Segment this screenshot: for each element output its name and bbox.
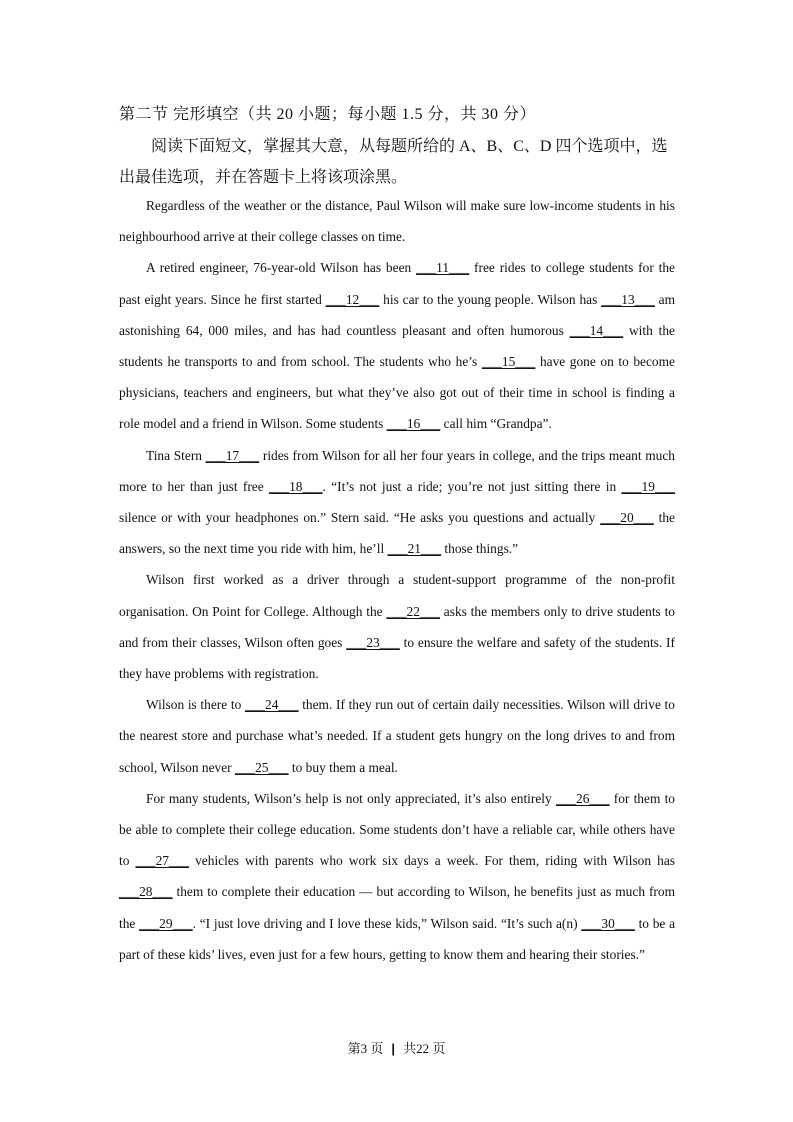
passage-paragraph (119, 564, 675, 689)
answer-blank: ___12___ (325, 291, 380, 307)
passage-text: Tina Stern (146, 447, 206, 463)
answer-blank: ___27___ (135, 853, 190, 869)
passage-text: asks the members only to drive students to and from their classes, Wilson often goes (119, 603, 675, 650)
answer-blank: ___21___ (387, 541, 442, 557)
passage-paragraph (119, 783, 675, 970)
answer-blank: ___15___ (481, 354, 536, 370)
passage-text: For many students, Wilson’s help is not only appreciated, it’s also entirely (146, 790, 556, 806)
passage-text: his car to the young people. Wilson has (379, 291, 602, 307)
passage-paragraph (119, 190, 675, 252)
passage-text: rides from Wilson for all her four years in college, and the trips meant much more to her than just free (119, 447, 675, 494)
passage-text: Wilson is there to (146, 697, 245, 713)
passage (119, 190, 675, 970)
passage-text: silence or with your headphones on.” Stern said. “He asks you questions and actually (119, 510, 601, 526)
answer-blank: ___18___ (268, 478, 323, 494)
answer-blank: ___19___ (621, 478, 675, 494)
passage-text: call him “Grandpa”. (440, 416, 552, 432)
footer-total-pages: 22 (416, 1041, 430, 1056)
answer-blank: ___25___ (235, 759, 289, 775)
footer-total-suffix: 页 (429, 1041, 446, 1056)
instructions-text: 阅读下面短文，掌握其大意，从每题所给的 A、B、C、D 四个选项中，选出最佳选项，并在答题卡上将该项涂黑。 (119, 138, 668, 186)
answer-blank: ___30___ (581, 915, 635, 931)
answer-blank: ___13___ (601, 291, 655, 307)
passage-text: vehicles with parents who work six days a week. For them, riding with Wilson has (189, 853, 675, 869)
page-footer (0, 1038, 793, 1057)
answer-blank: ___16___ (386, 416, 441, 432)
passage-text: to ensure the welfare and safety of the students. If they have problems with registration. (119, 634, 675, 682)
passage-text: have gone on to become physicians, teachers and engineers, but what they’ve also got out of their time in school is finding a role model and a friend in Wilson. Some students (119, 354, 675, 432)
answer-blank: ___29___ (139, 915, 193, 931)
passage-text: free rides to college students for the past eight years. Since he first started (119, 260, 675, 307)
passage-text: Wilson first worked as a driver through a student-support programme of the non-profit organisation. On Point for College. Although the (119, 572, 675, 619)
answer-blank: ___17___ (205, 447, 260, 463)
passage-text: Regardless of the weather or the distance, Paul Wilson will make sure low-income students in his neighbourhood arrive at their college classes on time. (119, 198, 675, 245)
passage-text: them to complete their education — but according to Wilson, he benefits just as much from the (119, 884, 675, 931)
passage-text: . “I just love driving and I love these kids,” Wilson said. “It’s such a(n) (192, 915, 582, 931)
answer-blank: ___11___ (416, 260, 470, 276)
answer-blank: ___26___ (555, 790, 610, 806)
footer-total-prefix: 共 (403, 1041, 417, 1056)
answer-blank: ___24___ (244, 697, 299, 713)
passage-text: . “It’s not just a ride; you’re not just sitting there in (322, 478, 622, 494)
answer-blank: ___23___ (346, 634, 400, 650)
passage-text: to buy them a meal. (288, 759, 398, 775)
passage-paragraph (119, 440, 675, 565)
passage-text: A retired engineer, 76-year-old Wilson has been (146, 260, 417, 276)
passage-paragraph (119, 252, 675, 439)
footer-page-suffix: 页 (367, 1041, 384, 1056)
footer-prefix: 第 (347, 1041, 361, 1056)
instructions (119, 131, 679, 193)
passage-text: to be a part of these kids’ lives, even just for a few hours, getting to know them and hearing their stories.” (119, 915, 676, 962)
section-title: 第二节 完形填空（共 20 小题；每小题 1.5 分，共 30 分） (119, 106, 537, 123)
footer-page-number: 3 (360, 1041, 368, 1056)
passage-text: with the students he transports to and from school. The students who he’s (119, 322, 675, 370)
passage-paragraph (119, 689, 675, 783)
answer-blank: ___20___ (600, 510, 654, 526)
passage-text: for them to be able to complete their college education. Some students don’t have a reliable car, while others have to (119, 790, 676, 869)
answer-blank: ___22___ (386, 603, 440, 619)
passage-text: them. If they run out of certain daily necessities. Wilson will drive to the nearest store and purchase what’s needed. If a student gets hungry on the long drives to and from school, Wilson never (119, 697, 675, 775)
answer-blank: ___14___ (569, 322, 624, 338)
footer-separator: | (391, 1041, 396, 1056)
answer-blank: ___28___ (119, 884, 173, 900)
passage-text: those things.” (441, 541, 519, 557)
passage-text: am astonishing 64, 000 miles, and has had countless pleasant and often humorous (119, 291, 675, 338)
passage-text: the answers, so the next time you ride with him, he’ll (119, 510, 675, 557)
